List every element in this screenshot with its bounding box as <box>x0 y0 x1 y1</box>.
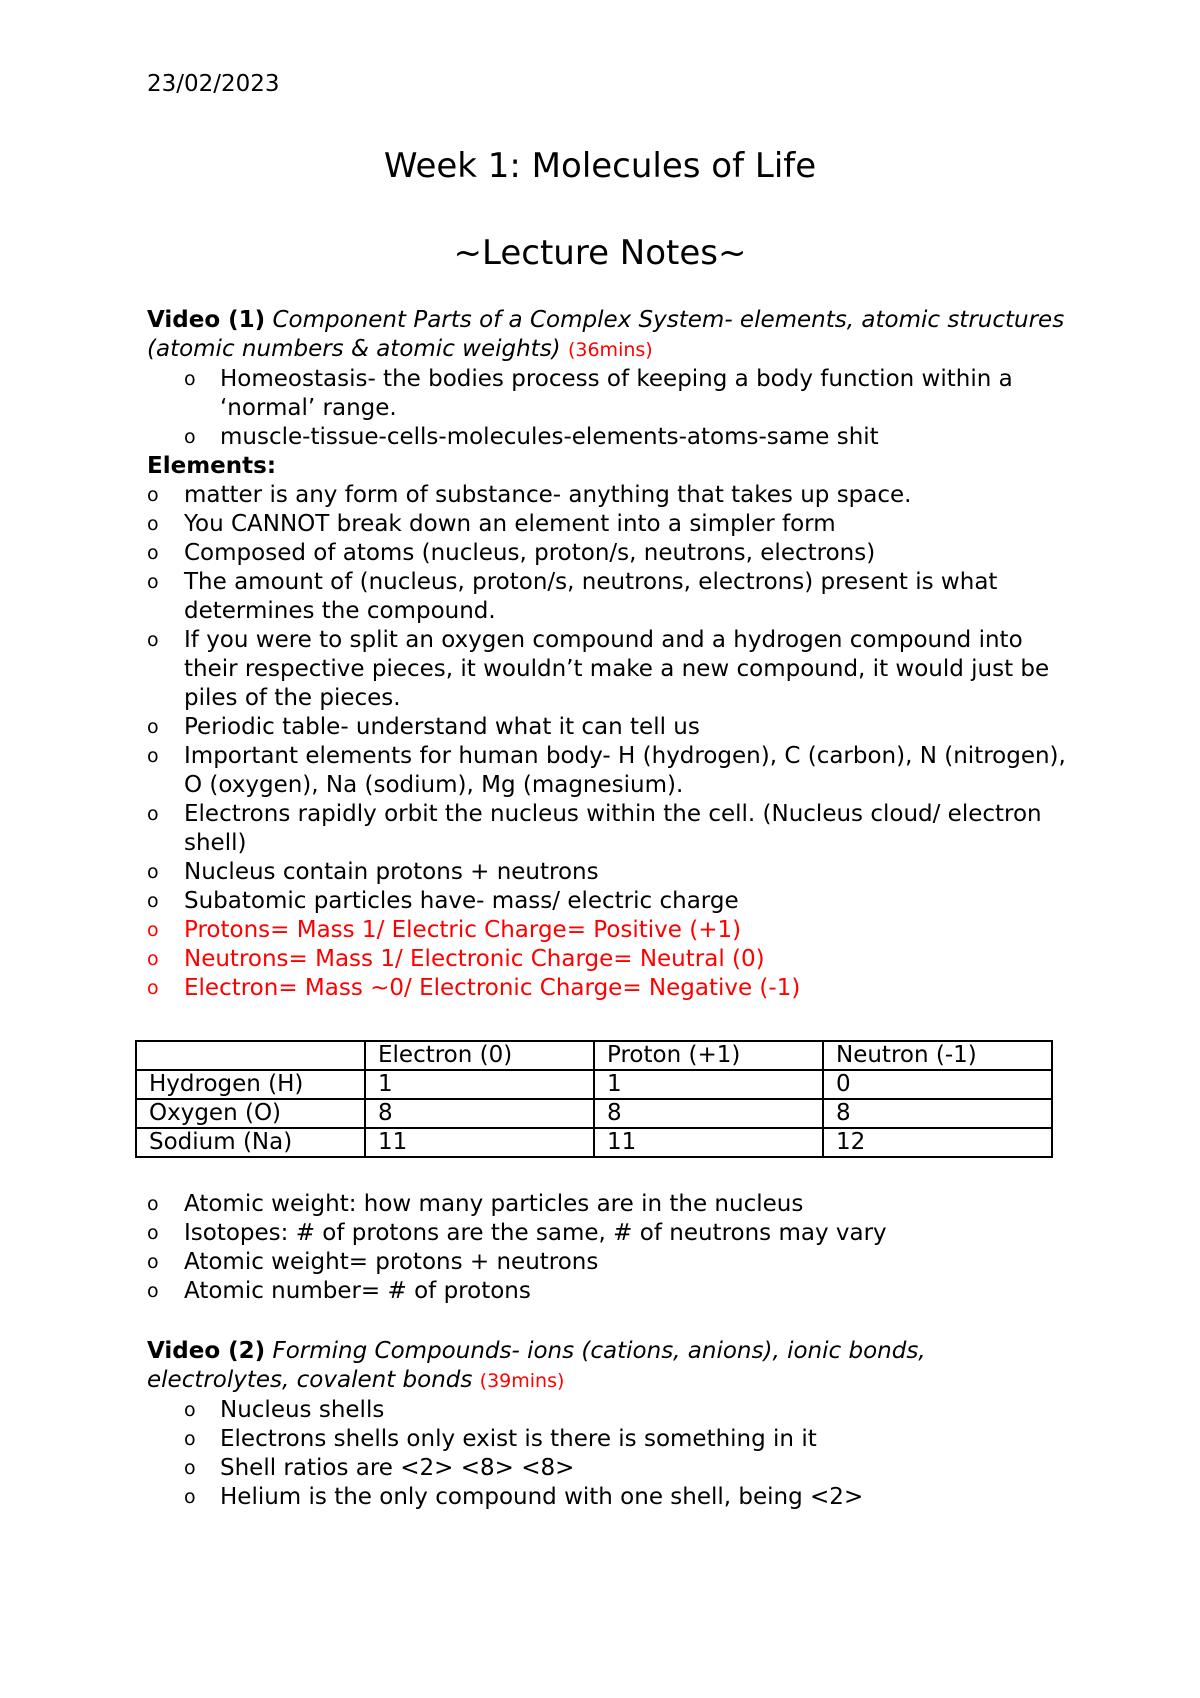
table-cell: 8 <box>823 1099 1052 1128</box>
table-cell: 1 <box>594 1070 823 1099</box>
table-cell: Proton (+1) <box>594 1041 823 1070</box>
table-cell: Electron (0) <box>365 1041 594 1070</box>
list-item: o Atomic number= # of protons <box>147 1278 531 1304</box>
list-item: o You CANNOT break down an element into a simpler form <box>147 511 836 537</box>
table-row <box>136 1099 1052 1128</box>
video2-heading <box>147 1337 1067 1396</box>
document-subtitle: ~Lecture Notes~ <box>453 233 747 273</box>
bullet-icon: o <box>147 1222 159 1244</box>
table-header-row <box>136 1041 1052 1070</box>
video1-label: Video (1) <box>147 307 266 333</box>
bullet-icon: o <box>147 1280 159 1302</box>
list-item: o If you were to split an oxygen compound and a hydrogen compound into their respective pieces, it wouldn’t make a new compound, it would just be piles of the pieces. <box>147 627 1050 711</box>
list-item: o Nucleus shells <box>184 1397 385 1423</box>
bullet-icon: o <box>147 629 159 651</box>
bullet-icon: o <box>184 1399 196 1421</box>
bullet-icon: o <box>147 803 159 825</box>
list-item: o Isotopes: # of protons are the same, # of neutrons may vary <box>147 1220 887 1246</box>
bullet-icon: o <box>184 1457 196 1479</box>
table-cell: Hydrogen (H) <box>136 1070 365 1099</box>
table-cell: 0 <box>823 1070 1052 1099</box>
list-item: o muscle-tissue-cells-molecules-elements-atoms-same shit <box>184 424 879 450</box>
table-cell: 8 <box>365 1099 594 1128</box>
list-item: o The amount of (nucleus, proton/s, neutrons, electrons) present is what determines the compound. <box>147 569 998 624</box>
list-item: o Atomic weight: how many particles are in the nucleus <box>147 1191 804 1217</box>
bullet-icon: o <box>147 571 159 593</box>
table-cell: Sodium (Na) <box>136 1128 365 1157</box>
bullet-icon: o <box>147 716 159 738</box>
list-item: o Electrons rapidly orbit the nucleus within the cell. (Nucleus cloud/ electron shell) <box>147 801 1042 856</box>
video2-label: Video (2) <box>147 1338 266 1364</box>
list-item-red: o Neutrons= Mass 1/ Electronic Charge= Neutral (0) <box>147 946 765 972</box>
list-item: o Shell ratios are <2> <8> <8> <box>184 1455 575 1481</box>
video1-heading <box>147 306 1067 365</box>
bullet-icon: o <box>147 745 159 767</box>
bullet-icon: o <box>147 861 159 883</box>
table-cell: 11 <box>365 1128 594 1157</box>
list-item: o Important elements for human body- H (hydrogen), C (carbon), N (nitrogen), O (oxygen), Na (sodium), Mg (magnesium). <box>147 743 1066 798</box>
list-item-red: o Electron= Mass ~0/ Electronic Charge= Negative (-1) <box>147 975 801 1001</box>
atomic-list <box>147 1190 1067 1306</box>
table-cell: Oxygen (O) <box>136 1099 365 1128</box>
table-cell: 1 <box>365 1070 594 1099</box>
list-item: o Homeostasis- the bodies process of keeping a body function within a ‘normal’ range. <box>184 366 1013 421</box>
elements-heading: Elements: <box>147 453 277 479</box>
video1-topic: Component Parts of a Complex System- elements, atomic structures (atomic numbers & atomic weights) <box>147 307 1065 362</box>
video2-list <box>184 1396 1067 1512</box>
bullet-icon: o <box>147 948 159 970</box>
bullet-icon: o <box>147 513 159 535</box>
list-item: o Periodic table- understand what it can tell us <box>147 714 700 740</box>
table-row <box>136 1128 1052 1157</box>
bullet-icon: o <box>184 1486 196 1508</box>
list-item: o Nucleus contain protons + neutrons <box>147 859 599 885</box>
elements-list <box>147 481 1067 1003</box>
video1-duration: (36mins) <box>567 339 653 361</box>
bullet-icon: o <box>147 919 159 941</box>
table-row <box>136 1070 1052 1099</box>
bullet-icon: o <box>147 890 159 912</box>
bullet-icon: o <box>184 1428 196 1450</box>
bullet-icon: o <box>147 542 159 564</box>
video2-topic: Forming Compounds- ions (cations, anions), ionic bonds, electrolytes, covalent bonds <box>147 1338 926 1393</box>
video2-duration: (39mins) <box>479 1370 565 1392</box>
atomic-section <box>147 1190 1067 1306</box>
list-item: o Composed of atoms (nucleus, proton/s, neutrons, electrons) <box>147 540 876 566</box>
video1-list <box>184 365 1067 452</box>
table-cell: 8 <box>594 1099 823 1128</box>
video2-section <box>147 1337 1067 1512</box>
table-cell <box>136 1041 365 1070</box>
table-cell: Neutron (-1) <box>823 1041 1052 1070</box>
list-item: o Atomic weight= protons + neutrons <box>147 1249 599 1275</box>
list-item: o Electrons shells only exist is there is something in it <box>184 1426 817 1452</box>
bullet-icon: o <box>147 484 159 506</box>
bullet-icon: o <box>147 1251 159 1273</box>
bullet-icon: o <box>147 977 159 999</box>
list-item: o Helium is the only compound with one shell, being <2> <box>184 1484 864 1510</box>
list-item-red: o Protons= Mass 1/ Electric Charge= Positive (+1) <box>147 917 742 943</box>
table-cell: 11 <box>594 1128 823 1157</box>
list-item: o Subatomic particles have- mass/ electric charge <box>147 888 739 914</box>
document-title: Week 1: Molecules of Life <box>383 146 817 186</box>
document-date: 23/02/2023 <box>147 71 280 97</box>
particle-table <box>135 1040 1053 1158</box>
table-cell: 12 <box>823 1128 1052 1157</box>
list-item: o matter is any form of substance- anything that takes up space. <box>147 482 912 508</box>
bullet-icon: o <box>147 1193 159 1215</box>
bullet-icon: o <box>184 368 196 390</box>
bullet-icon: o <box>184 426 196 448</box>
video1-section <box>147 306 1067 1003</box>
